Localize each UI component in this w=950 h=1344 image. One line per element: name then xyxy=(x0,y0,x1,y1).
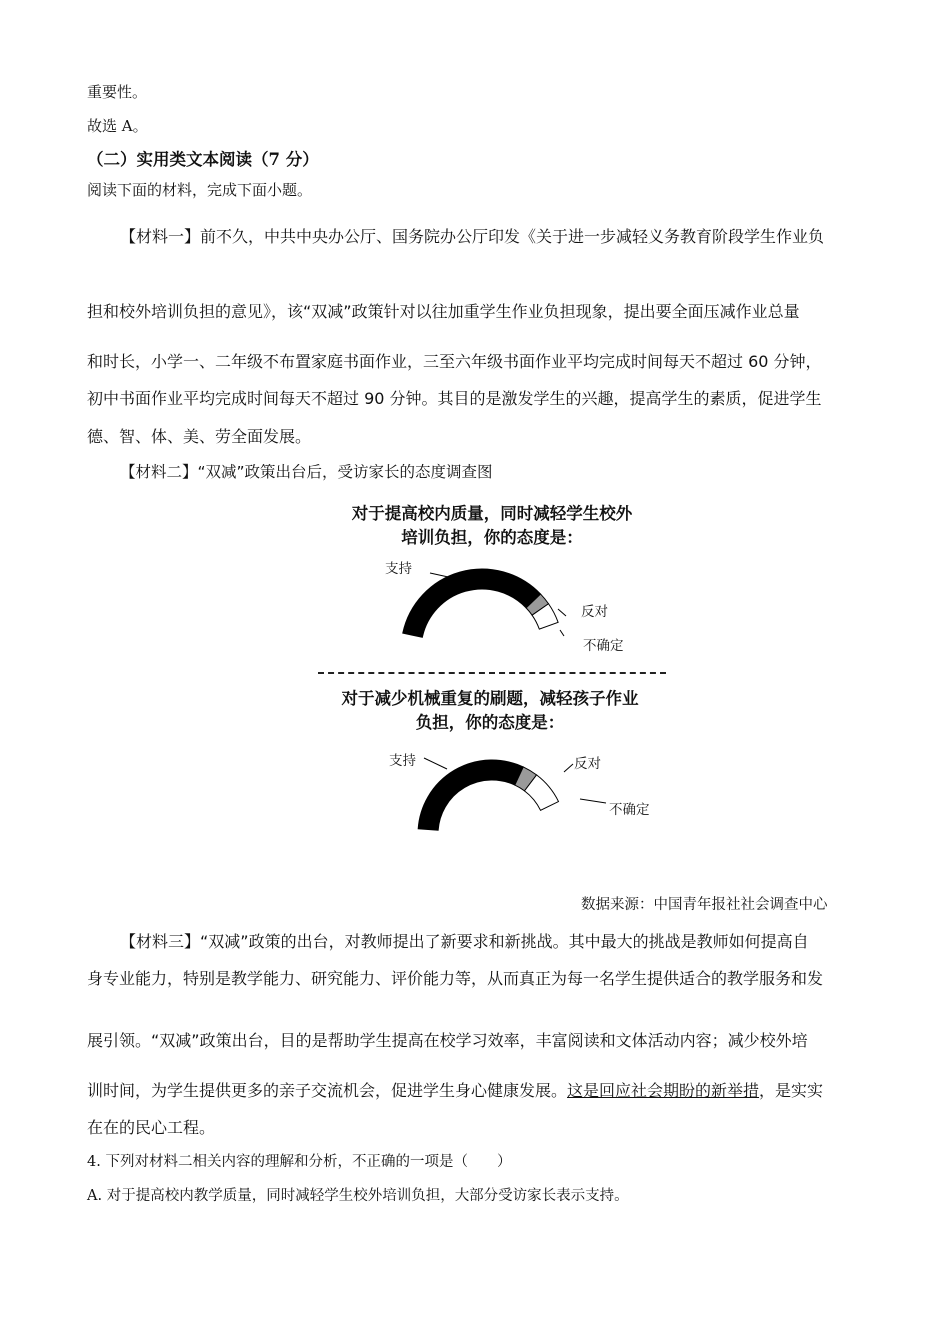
instruction: 阅读下面的材料，完成下面小题。 xyxy=(87,181,313,199)
material1-line: 初中书面作业平均完成时间每天不超过 90 分钟。其目的是激发学生的兴趣，提高学生的素质，促进学生 xyxy=(87,389,822,408)
chart-title-line: 负担，你的态度是： xyxy=(415,712,565,732)
chart-title-line: 培训负担，你的态度是： xyxy=(401,527,583,547)
chart-title-line: 对于减少机械重复的刷题，减轻孩子作业 xyxy=(341,689,639,708)
material1-line: 德、智、体、美、劳全面发展。 xyxy=(87,427,312,446)
material1-line: 担和校外培训负担的意见》，该“双减”政策针对以往加重学生作业负担现象，提出要全面压减作业总量 xyxy=(87,302,800,321)
material3-line: 展引领。“双减”政策出台，目的是帮助学生提高在校学习效率，丰富阅读和文体活动内容；减少校外培 xyxy=(87,1031,808,1050)
question-stem: 4. 下列对材料二相关内容的理解和分析，不正确的一项是（ ） xyxy=(87,1154,512,1170)
material1-line: 和时长，小学一、二年级不布置家庭书面作业，三至六年级书面作业平均完成时间每天不超过 60 分钟， xyxy=(87,352,822,371)
material3-line xyxy=(87,1081,823,1100)
legend-label-oppose: 反对 xyxy=(581,604,608,620)
chart2-leader-unsure xyxy=(580,799,606,803)
underlined-phrase: 这是回应社会期盼的新举措 xyxy=(567,1081,760,1100)
chart1-segment-support xyxy=(403,569,541,637)
material1-line: 【材料一】前不久，中共中央办公厅、国务院办公厅印发《关于进一步减轻义务教育阶段学生作业负 xyxy=(120,227,825,246)
chart-title-line: 对于提高校内质量，同时减轻学生校外 xyxy=(351,504,633,523)
text-span: 训时间，为学生提供更多的亲子交流机会，促进学生身心健康发展。 xyxy=(87,1081,568,1100)
chart2-segment-support xyxy=(418,760,523,830)
chart2-leader-oppose xyxy=(564,764,573,772)
text-line: 故选 A。 xyxy=(87,117,148,135)
material3-line: 【材料三】“双减”政策的出台，对教师提出了新要求和新挑战。其中最大的挑战是教师如何提高自 xyxy=(120,932,809,951)
legend-label-unsure: 不确定 xyxy=(609,802,650,818)
data-source: 数据来源：中国青年报社社会调查中心 xyxy=(581,897,828,913)
section-heading: （二）实用类文本阅读（7 分） xyxy=(87,150,319,169)
chart2-leader-support xyxy=(424,758,447,769)
legend-label-oppose: 反对 xyxy=(574,756,601,772)
material3-line: 身专业能力，特别是教学能力、研究能力、评价能力等，从而真正为每一名学生提供适合的教学服务和发 xyxy=(87,969,824,988)
legend-label-support: 支持 xyxy=(385,561,412,577)
text-span: ，是实实 xyxy=(759,1081,824,1100)
material2-label: 【材料二】“双减”政策出台后，受访家长的态度调查图 xyxy=(120,463,493,481)
material3-line: 在在的民心工程。 xyxy=(87,1118,216,1137)
chart1-leader-oppose xyxy=(558,609,566,616)
legend-label-support: 支持 xyxy=(389,753,416,769)
chart1-leader-unsure xyxy=(560,630,564,636)
question-option-a: A. 对于提高校内教学质量，同时减轻学生校外培训负担，大部分受访家长表示支持。 xyxy=(87,1188,629,1204)
text-line: 重要性。 xyxy=(87,83,148,101)
legend-label-unsure: 不确定 xyxy=(583,638,624,654)
